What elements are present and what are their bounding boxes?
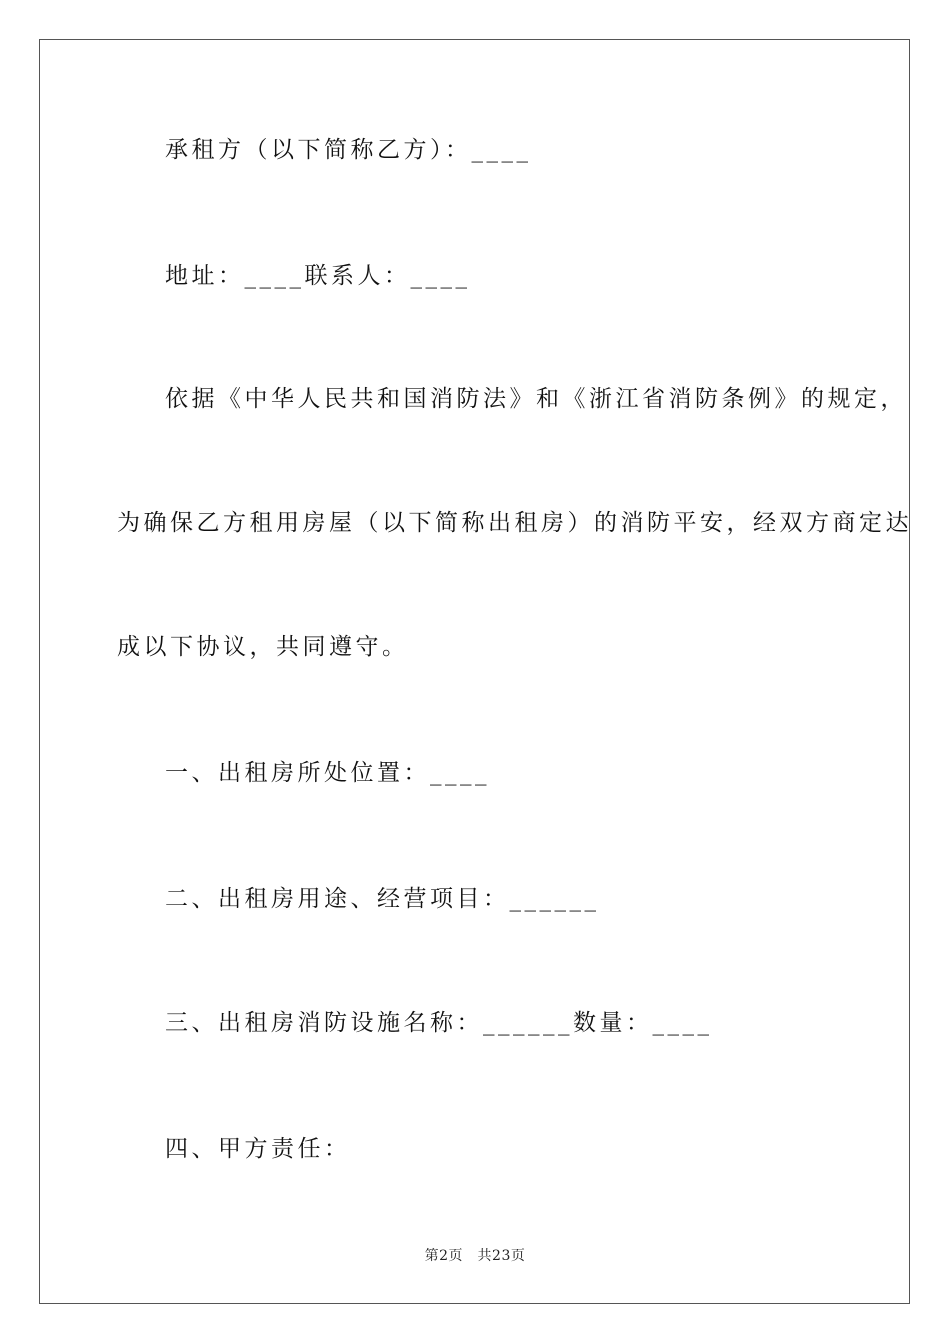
basis-paragraph-line-2: 为确保乙方租用房屋（以下简称出租房）的消防平安，经双方商定达 — [117, 510, 912, 536]
clause-2-usage: 二、出租房用途、经营项目：______ — [165, 886, 600, 912]
basis-paragraph-line-1: 依据《中华人民共和国消防法》和《浙江省消防条例》的规定， — [165, 386, 907, 412]
page-number-footer: 第2页 共23页 — [424, 1248, 526, 1264]
clause-3-facilities: 三、出租房消防设施名称：______数量：____ — [165, 1010, 713, 1036]
clause-4-lessor-duty: 四、甲方责任： — [165, 1136, 351, 1162]
basis-paragraph-line-3: 成以下协议，共同遵守。 — [117, 634, 409, 660]
clause-1-location: 一、出租房所处位置：____ — [165, 760, 490, 786]
address-contact-line: 地址：____联系人：____ — [165, 263, 471, 289]
lessee-line: 承租方（以下简称乙方）：____ — [165, 137, 532, 163]
page-frame — [39, 39, 910, 1304]
